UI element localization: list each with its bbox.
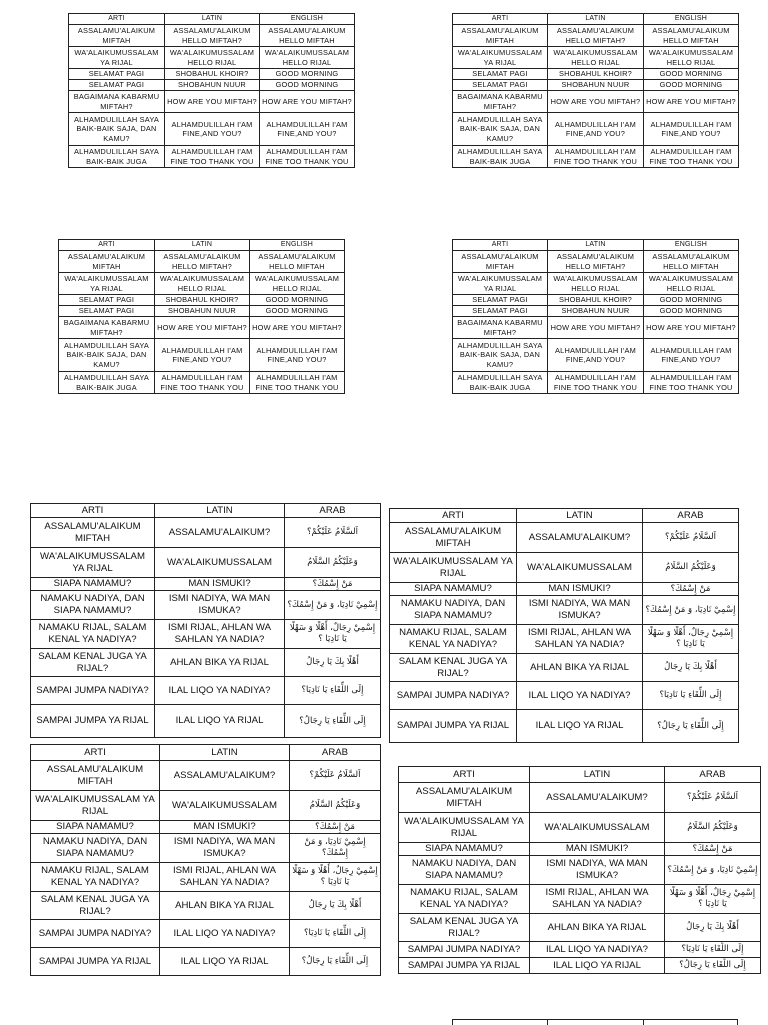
cell-latin: SHOBAHUL KHOIR?	[548, 69, 644, 80]
cell-latin: SHOBAHUN NUUR	[165, 80, 260, 91]
table-row	[31, 761, 381, 791]
table-row	[390, 710, 739, 743]
table-row	[31, 863, 381, 892]
cell-arti: SELAMAT PAGI	[69, 80, 165, 91]
cell-arti: SAMPAI JUMPA YA RIJAL	[399, 958, 530, 974]
cell-latin: MAN ISMUKI?	[530, 843, 665, 856]
column-header-latin: LATIN	[530, 767, 665, 783]
cell-english: ALHAMDULILLAH I'AM FINE,AND YOU?	[250, 339, 345, 372]
table-row	[453, 69, 739, 80]
cell-latin: ILAL LIQO YA RIJAL	[160, 948, 290, 976]
table-row	[399, 856, 761, 885]
cell-english: GOOD MORNING	[644, 69, 739, 80]
table-row	[59, 372, 345, 394]
cell-latin: SHOBAHUN NUUR	[155, 306, 250, 317]
column-header-latin: LATIN	[548, 240, 644, 251]
cell-latin: MAN ISMUKI?	[160, 821, 290, 834]
cell-latin: ILAL LIQO YA RIJAL	[155, 705, 285, 738]
table-row	[453, 146, 739, 168]
cell-arab: إِلَى اللِّقَاءِ يَا رِجَالُ؟	[290, 948, 381, 976]
cell-latin: ASSALAMU'ALAIKUM?	[517, 523, 643, 553]
cell-arti: ASSALAMU'ALAIKUM MIFTAH	[31, 761, 160, 791]
cell-english: GOOD MORNING	[644, 80, 739, 91]
cell-latin: ALHAMDULILLAH I'AM FINE TOO THANK YOU	[548, 146, 644, 168]
table-row	[390, 654, 739, 682]
cell-arab: وَعَلَيْكُمُ السَّلَامُ	[290, 791, 381, 821]
cell-arti: ALHAMDULILLAH SAYA BAIK-BAIK SAJA, DAN KAMU?	[453, 113, 548, 146]
cell-arti: ASSALAMU'ALAIKUM MIFTAH	[453, 25, 548, 47]
cell-latin: ISMI NADIYA, WA MAN ISMUKA?	[517, 596, 643, 625]
cell-latin: ASSALAMU'ALAIKUM HELLO MIFTAH?	[155, 251, 250, 273]
cell-arab: إِلَى اللِّقَاءِ يَا نَادِيَا؟	[643, 682, 739, 710]
cell-arti: ALHAMDULILLAH SAYA BAIK-BAIK SAJA, DAN KAMU?	[453, 339, 548, 372]
table-row	[453, 273, 739, 295]
cell-latin: ISMI RIJAL, AHLAN WA SAHLAN YA NADIA?	[530, 885, 665, 914]
table-row	[69, 91, 355, 113]
cell-arti: WA'ALAIKUMUSSALAM YA RIJAL	[453, 47, 548, 69]
cell-arab: إِسْمِيْ نَادِيَا، وَ مَنْ إِسْمُكَ؟	[643, 596, 739, 625]
column-header-arti: ARTI	[59, 240, 155, 251]
column-header-arab: ARAB	[643, 509, 739, 523]
cell-latin: ASSALAMU'ALAIKUM?	[530, 783, 665, 813]
cell-latin: WA'ALAIKUMUSSALAM HELLO RIJAL	[155, 273, 250, 295]
table-header-row	[31, 745, 381, 761]
cell-arti: NAMAKU RIJAL, SALAM KENAL YA NADIYA?	[31, 863, 160, 892]
cell-arti: NAMAKU NADIYA, DAN SIAPA NAMAMU?	[390, 596, 517, 625]
table-row	[390, 625, 739, 654]
table-row	[399, 942, 761, 958]
cell-english: HOW ARE YOU MIFTAH?	[250, 317, 345, 339]
cell-arti: SAMPAI JUMPA YA RIJAL	[31, 705, 155, 738]
table-row	[59, 273, 345, 295]
table-header-row	[453, 14, 739, 25]
cell-latin: SHOBAHUN NUUR	[548, 306, 644, 317]
cell-latin: ISMI NADIYA, WA MAN ISMUKA?	[530, 856, 665, 885]
cell-latin: SHOBAHUL KHOIR?	[155, 295, 250, 306]
cell-arti: SAMPAI JUMPA NADIYA?	[399, 942, 530, 958]
table-row	[390, 596, 739, 625]
cell-arti: NAMAKU RIJAL, SALAM KENAL YA NADIYA?	[31, 620, 155, 649]
cell-arab: اَلسَّلَامُ عَلَيْكُمْ؟	[285, 518, 381, 548]
table-header-row	[390, 509, 739, 523]
table-row	[453, 317, 739, 339]
cell-latin: ASSALAMU'ALAIKUM HELLO MIFTAH?	[548, 25, 644, 47]
cell-arab: إِلَى اللِّقَاءِ يَا رِجَالُ؟	[285, 705, 381, 738]
table-row	[390, 583, 739, 596]
cell-english: GOOD MORNING	[250, 306, 345, 317]
table-row	[59, 295, 345, 306]
column-header-english: ENGLISH	[644, 240, 739, 251]
cell-arti: ASSALAMU'ALAIKUM MIFTAH	[453, 251, 548, 273]
cell-arti: SELAMAT PAGI	[59, 295, 155, 306]
cell-latin: ILAL LIQO YA RIJAL	[517, 710, 643, 743]
cell-arti: ALHAMDULILLAH SAYA BAIK-BAIK JUGA	[453, 146, 548, 168]
cell-english: ALHAMDULILLAH I'AM FINE TOO THANK YOU	[260, 146, 355, 168]
cell-arti: SELAMAT PAGI	[453, 80, 548, 91]
cell-english: ASSALAMU'ALAIKUM HELLO MIFTAH	[260, 25, 355, 47]
cell-arab: إِلَى اللِّقَاءِ يَا نَادِيَا؟	[285, 677, 381, 705]
table-row	[453, 372, 739, 394]
vocab-table-arab-1	[30, 503, 381, 738]
cell-latin: ASSALAMU'ALAIKUM HELLO MIFTAH?	[165, 25, 260, 47]
vocab-table-english-3	[58, 239, 345, 394]
cell-arab: اَلسَّلَامُ عَلَيْكُمْ؟	[643, 523, 739, 553]
cell-latin: ILAL LIQO YA RIJAL	[530, 958, 665, 974]
cell-arti: SAMPAI JUMPA YA RIJAL	[31, 948, 160, 976]
table-row	[69, 80, 355, 91]
table-header-row	[453, 240, 739, 251]
table-row	[59, 317, 345, 339]
cell-latin: ASSALAMU'ALAIKUM?	[160, 761, 290, 791]
cell-arti: SELAMAT PAGI	[69, 69, 165, 80]
cell-english: ALHAMDULILLAH I'AM FINE TOO THANK YOU	[644, 146, 739, 168]
table-row	[69, 146, 355, 168]
cell-arti: NAMAKU NADIYA, DAN SIAPA NAMAMU?	[31, 591, 155, 620]
table-row	[69, 113, 355, 146]
cell-arti: WA'ALAIKUMUSSALAM YA RIJAL	[399, 813, 530, 843]
cell-latin: ALHAMDULILLAH I'AM FINE TOO THANK YOU	[155, 372, 250, 394]
cut-off-table	[452, 1019, 738, 1025]
cell-arti: BAGAIMANA KABARMU MIFTAH?	[59, 317, 155, 339]
table-row	[390, 523, 739, 553]
cell-latin: MAN ISMUKI?	[155, 578, 285, 591]
table-row	[453, 47, 739, 69]
table-row	[31, 677, 381, 705]
table-header-row	[399, 767, 761, 783]
table-row	[453, 80, 739, 91]
cell-latin: SHOBAHUN NUUR	[548, 80, 644, 91]
cell-english: WA'ALAIKUMUSSALAM HELLO RIJAL	[644, 47, 739, 69]
cell-arti: SIAPA NAMAMU?	[31, 821, 160, 834]
cell-latin: WA'ALAIKUMUSSALAM	[160, 791, 290, 821]
cell-latin: ISMI RIJAL, AHLAN WA SAHLAN YA NADIA?	[155, 620, 285, 649]
cell-arab: وَعَلَيْكُمُ السَّلَامُ	[665, 813, 761, 843]
table-row	[453, 25, 739, 47]
cell-arab: إِلَى اللِّقَاءِ يَا نَادِيَا؟	[665, 942, 761, 958]
cell-arab: وَعَلَيْكُمُ السَّلَامُ	[285, 548, 381, 578]
table-row	[399, 914, 761, 942]
column-header-arti: ARTI	[69, 14, 165, 25]
cell-latin: ALHAMDULILLAH I'AM FINE,AND YOU?	[548, 113, 644, 146]
table-row	[399, 843, 761, 856]
table-row	[390, 553, 739, 583]
cell-english: ALHAMDULILLAH I'AM FINE,AND YOU?	[260, 113, 355, 146]
table-row	[453, 251, 739, 273]
cell-english: WA'ALAIKUMUSSALAM HELLO RIJAL	[250, 273, 345, 295]
cell-latin: ILAL LIQO YA NADIYA?	[517, 682, 643, 710]
cell-arab: إِسْمِيْ رِجَالٌ، أَهْلًا وَ سَهْلًا يَا نَادِيَا ؟	[643, 625, 739, 654]
table-row	[31, 620, 381, 649]
column-header-latin: LATIN	[517, 509, 643, 523]
table-row	[31, 548, 381, 578]
cell-arti: BAGAIMANA KABARMU MIFTAH?	[453, 91, 548, 113]
table-row	[31, 518, 381, 548]
cell-arab: إِسْمِيْ رِجَالٌ، أَهْلًا وَ سَهْلًا يَا نَادِيَا ؟	[665, 885, 761, 914]
cell-arab: أَهْلًا بِكَ يَا رِجَالُ	[290, 892, 381, 920]
cell-english: ASSALAMU'ALAIKUM HELLO MIFTAH	[644, 25, 739, 47]
cell-arab: إِلَى اللِّقَاءِ يَا رِجَالُ؟	[665, 958, 761, 974]
cell-arab: إِسْمِيْ نَادِيَا، وَ مَنْ إِسْمُكَ؟	[285, 591, 381, 620]
table-row	[59, 339, 345, 372]
cell-arti: SAMPAI JUMPA YA RIJAL	[390, 710, 517, 743]
cell-arti: ASSALAMU'ALAIKUM MIFTAH	[59, 251, 155, 273]
cell-latin: ILAL LIQO YA NADIYA?	[530, 942, 665, 958]
cell-arti: SAMPAI JUMPA NADIYA?	[390, 682, 517, 710]
cell-english: ASSALAMU'ALAIKUM HELLO MIFTAH	[250, 251, 345, 273]
cell-arti: SIAPA NAMAMU?	[390, 583, 517, 596]
column-header-arab: ARAB	[665, 767, 761, 783]
cell-latin: ALHAMDULILLAH I'AM FINE,AND YOU?	[548, 339, 644, 372]
cell-arti: ASSALAMU'ALAIKUM MIFTAH	[31, 518, 155, 548]
column-header-english: ENGLISH	[250, 240, 345, 251]
cell-arti: ALHAMDULILLAH SAYA BAIK-BAIK JUGA	[453, 372, 548, 394]
cell-arti: ASSALAMU'ALAIKUM MIFTAH	[69, 25, 165, 47]
cell-english: ASSALAMU'ALAIKUM HELLO MIFTAH	[644, 251, 739, 273]
cell-arab: إِسْمِيْ رِجَالٌ، أَهْلًا وَ سَهْلًا يَا نَادِيَا ؟	[285, 620, 381, 649]
cell-arti: BAGAIMANA KABARMU MIFTAH?	[453, 317, 548, 339]
cell-latin: HOW ARE YOU MIFTAH?	[165, 91, 260, 113]
vocab-table-arab-4	[398, 766, 761, 974]
cell-english: ALHAMDULILLAH I'AM FINE TOO THANK YOU	[644, 372, 739, 394]
vocab-table-english-2	[452, 13, 739, 168]
table-header-row	[59, 240, 345, 251]
table-row	[31, 791, 381, 821]
table-row	[31, 591, 381, 620]
column-header-english: ENGLISH	[644, 14, 739, 25]
cell-arti: SELAMAT PAGI	[59, 306, 155, 317]
column-header-arti: ARTI	[399, 767, 530, 783]
cell-latin: ALHAMDULILLAH I'AM FINE,AND YOU?	[155, 339, 250, 372]
cell-arti: NAMAKU NADIYA, DAN SIAPA NAMAMU?	[399, 856, 530, 885]
cell-latin: ASSALAMU'ALAIKUM HELLO MIFTAH?	[548, 251, 644, 273]
table-row	[69, 69, 355, 80]
cell-arab: مَنْ إِسْمُكَ؟	[285, 578, 381, 591]
cell-arti: ASSALAMU'ALAIKUM MIFTAH	[390, 523, 517, 553]
cell-latin: HOW ARE YOU MIFTAH?	[155, 317, 250, 339]
table-row	[31, 920, 381, 948]
column-header-arti: ARTI	[453, 14, 548, 25]
column-header-latin: LATIN	[155, 240, 250, 251]
table-row	[31, 948, 381, 976]
cell-arti: ALHAMDULILLAH SAYA BAIK-BAIK JUGA	[59, 372, 155, 394]
table-row	[399, 783, 761, 813]
column-header-latin: LATIN	[548, 14, 644, 25]
cell-arti: SIAPA NAMAMU?	[31, 578, 155, 591]
cell-latin: SHOBAHUL KHOIR?	[165, 69, 260, 80]
cell-arti: WA'ALAIKUMUSSALAM YA RIJAL	[31, 548, 155, 578]
table-row	[453, 306, 739, 317]
cell-english: WA'ALAIKUMUSSALAM HELLO RIJAL	[260, 47, 355, 69]
cell-english: GOOD MORNING	[644, 295, 739, 306]
cell-arab: إِسْمِيْ نَادِيَا، وَ مَنْ إِسْمُكَ؟	[665, 856, 761, 885]
table-row	[69, 25, 355, 47]
cell-arti: SALAM KENAL JUGA YA RIJAL?	[399, 914, 530, 942]
cell-latin: AHLAN BIKA YA RIJAL	[160, 892, 290, 920]
cell-arti: BAGAIMANA KABARMU MIFTAH?	[69, 91, 165, 113]
cell-arti: ASSALAMU'ALAIKUM MIFTAH	[399, 783, 530, 813]
cell-latin: ALHAMDULILLAH I'AM FINE TOO THANK YOU	[548, 372, 644, 394]
cell-arti: NAMAKU RIJAL, SALAM KENAL YA NADIYA?	[399, 885, 530, 914]
cell-arab: مَنْ إِسْمُكَ؟	[643, 583, 739, 596]
table-row	[399, 885, 761, 914]
cell-latin: AHLAN BIKA YA RIJAL	[155, 649, 285, 677]
cell-latin: ALHAMDULILLAH I'AM FINE TOO THANK YOU	[165, 146, 260, 168]
cell-english: ALHAMDULILLAH I'AM FINE TOO THANK YOU	[250, 372, 345, 394]
table-row	[399, 958, 761, 974]
cell-latin: ILAL LIQO YA NADIYA?	[160, 920, 290, 948]
cell-arti: SALAM KENAL JUGA YA RIJAL?	[31, 649, 155, 677]
cell-latin: ISMI RIJAL, AHLAN WA SAHLAN YA NADIA?	[160, 863, 290, 892]
cell-latin: SHOBAHUL KHOIR?	[548, 295, 644, 306]
cell-arab: اَلسَّلَامُ عَلَيْكُمْ؟	[665, 783, 761, 813]
cell-latin: WA'ALAIKUMUSSALAM HELLO RIJAL	[548, 273, 644, 295]
cell-arab: أَهْلًا بِكَ يَا رِجَالُ	[665, 914, 761, 942]
cell-arab: مَنْ إِسْمُكَ؟	[290, 821, 381, 834]
cell-english: WA'ALAIKUMUSSALAM HELLO RIJAL	[644, 273, 739, 295]
cell-arab: إِلَى اللِّقَاءِ يَا نَادِيَا؟	[290, 920, 381, 948]
cell-english: GOOD MORNING	[250, 295, 345, 306]
cell-latin: HOW ARE YOU MIFTAH?	[548, 317, 644, 339]
cell-latin: AHLAN BIKA YA RIJAL	[530, 914, 665, 942]
cell-arti: WA'ALAIKUMUSSALAM YA RIJAL	[59, 273, 155, 295]
cell-latin: WA'ALAIKUMUSSALAM	[155, 548, 285, 578]
cell-english: GOOD MORNING	[260, 69, 355, 80]
column-header-arab: ARAB	[290, 745, 381, 761]
cell-latin: ASSALAMU'ALAIKUM?	[155, 518, 285, 548]
table-row	[31, 892, 381, 920]
cell-latin: HOW ARE YOU MIFTAH?	[548, 91, 644, 113]
table-row	[59, 306, 345, 317]
table-row	[31, 649, 381, 677]
cell-english: ALHAMDULILLAH I'AM FINE,AND YOU?	[644, 339, 739, 372]
cell-arab: أَهْلًا بِكَ يَا رِجَالُ	[643, 654, 739, 682]
cell-latin: WA'ALAIKUMUSSALAM	[530, 813, 665, 843]
cell-latin: WA'ALAIKUMUSSALAM	[517, 553, 643, 583]
cell-arti: SELAMAT PAGI	[453, 295, 548, 306]
cell-arti: WA'ALAIKUMUSSALAM YA RIJAL	[31, 791, 160, 821]
cell-arti: NAMAKU NADIYA, DAN SIAPA NAMAMU?	[31, 834, 160, 863]
cell-arti: NAMAKU RIJAL, SALAM KENAL YA NADIYA?	[390, 625, 517, 654]
cell-arab: اَلسَّلَامُ عَلَيْكُمْ؟	[290, 761, 381, 791]
table-row	[31, 834, 381, 863]
table-row	[390, 682, 739, 710]
cell-arti: SAMPAI JUMPA NADIYA?	[31, 920, 160, 948]
column-header-english: ENGLISH	[260, 14, 355, 25]
cell-arab: إِسْمِيْ رِجَالٌ، أَهْلًا وَ سَهْلًا يَا نَادِيَا ؟	[290, 863, 381, 892]
column-header-arab: ARAB	[285, 504, 381, 518]
column-header-arti: ARTI	[453, 240, 548, 251]
cell-latin: ISMI RIJAL, AHLAN WA SAHLAN YA NADIA?	[517, 625, 643, 654]
vocab-table-english-4	[452, 239, 739, 394]
cell-english: GOOD MORNING	[644, 306, 739, 317]
cell-english: HOW ARE YOU MIFTAH?	[644, 91, 739, 113]
cell-arab: إِلَى اللِّقَاءِ يَا رِجَالُ؟	[643, 710, 739, 743]
cell-arti: WA'ALAIKUMUSSALAM YA RIJAL	[390, 553, 517, 583]
cell-arti: WA'ALAIKUMUSSALAM YA RIJAL	[453, 273, 548, 295]
table-row	[453, 113, 739, 146]
cell-arti: ALHAMDULILLAH SAYA BAIK-BAIK SAJA, DAN KAMU?	[59, 339, 155, 372]
table-row	[453, 295, 739, 306]
table-row	[31, 705, 381, 738]
cell-english: GOOD MORNING	[260, 80, 355, 91]
cell-arab: وَعَلَيْكُمُ السَّلَامُ	[643, 553, 739, 583]
cell-arab: أَهْلًا بِكَ يَا رِجَالُ	[285, 649, 381, 677]
cell-english: HOW ARE YOU MIFTAH?	[644, 317, 739, 339]
cell-arab: إِسْمِيْ نَادِيَا، وَ مَنْ إِسْمُكَ؟	[290, 834, 381, 863]
vocab-table-english-1	[68, 13, 355, 168]
cell-arti: SALAM KENAL JUGA YA RIJAL?	[390, 654, 517, 682]
table-row	[399, 813, 761, 843]
cell-latin: ALHAMDULILLAH I'AM FINE,AND YOU?	[165, 113, 260, 146]
cell-arti: SELAMAT PAGI	[453, 306, 548, 317]
table-row	[453, 339, 739, 372]
vocab-table-arab-3	[30, 744, 381, 976]
cell-latin: AHLAN BIKA YA RIJAL	[517, 654, 643, 682]
table-row	[59, 251, 345, 273]
cell-arti: ALHAMDULILLAH SAYA BAIK-BAIK JUGA	[69, 146, 165, 168]
cell-arti: SIAPA NAMAMU?	[399, 843, 530, 856]
cell-english: ALHAMDULILLAH I'AM FINE,AND YOU?	[644, 113, 739, 146]
column-header-latin: LATIN	[165, 14, 260, 25]
column-header-latin: LATIN	[155, 504, 285, 518]
cell-latin: ILAL LIQO YA NADIYA?	[155, 677, 285, 705]
cell-arti: SAMPAI JUMPA NADIYA?	[31, 677, 155, 705]
cell-latin: WA'ALAIKUMUSSALAM HELLO RIJAL	[548, 47, 644, 69]
table-header-row	[31, 504, 381, 518]
table-header-row	[69, 14, 355, 25]
table-row	[453, 91, 739, 113]
cell-latin: WA'ALAIKUMUSSALAM HELLO RIJAL	[165, 47, 260, 69]
cell-arti: WA'ALAIKUMUSSALAM YA RIJAL	[69, 47, 165, 69]
cell-arab: مَنْ إِسْمُكَ؟	[665, 843, 761, 856]
column-header-arti: ARTI	[390, 509, 517, 523]
column-header-arti: ARTI	[31, 504, 155, 518]
cell-arti: SELAMAT PAGI	[453, 69, 548, 80]
cell-latin: ISMI NADIYA, WA MAN ISMUKA?	[160, 834, 290, 863]
vocab-table-arab-2	[389, 508, 739, 743]
cell-latin: ISMI NADIYA, WA MAN ISMUKA?	[155, 591, 285, 620]
cell-latin: MAN ISMUKI?	[517, 583, 643, 596]
column-header-arti: ARTI	[31, 745, 160, 761]
table-row	[31, 578, 381, 591]
column-header-latin: LATIN	[160, 745, 290, 761]
cell-english: HOW ARE YOU MIFTAH?	[260, 91, 355, 113]
cell-arti: SALAM KENAL JUGA YA RIJAL?	[31, 892, 160, 920]
table-row	[69, 47, 355, 69]
cell-arti: ALHAMDULILLAH SAYA BAIK-BAIK SAJA, DAN KAMU?	[69, 113, 165, 146]
table-row	[31, 821, 381, 834]
